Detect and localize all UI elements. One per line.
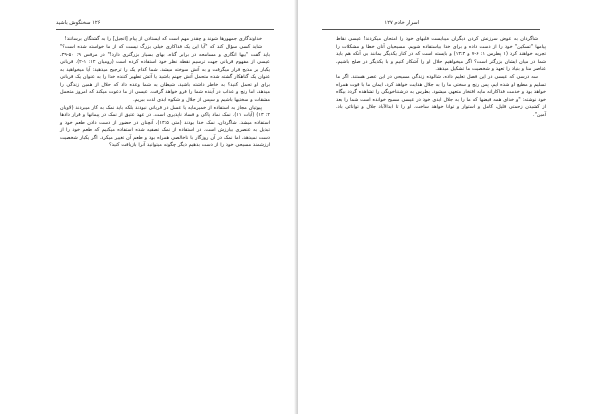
paragraph: شاگردان به عوض سرزنش کردن دیگران میبایست قلبهای خود را امتحان میکردند! عیسی نقاط پیامها "تسکین" خود را از دست داده و برای خدا بیاستفاده شویم. مسیحیان آنان خطا و مشکلات را تجربه خواهند کرد (۱ پطرس ۱: ۶-۷ و ۱۳:۴) و بایسته است که در کنار یکدیگر بمانند بی آنکه هم باید شما در میان ایشان بزرگتر است؟ اگر میخواهیم حلال او را آشکار کنیم و با یکدیگر در صلح باشیم، عناصر منا و بنیاد را تعهد و شخصیت ما تشکیل میدهد. <box>336 36 546 72</box>
page-body <box>60 36 270 150</box>
page-body <box>336 36 546 119</box>
paragraph: خداوندگاری جمهورها شوند و چقدر مهم است که ایستادن از پیام [انجیل] را به گشتگان برسانند! <box>64 36 262 42</box>
left-page <box>0 0 297 414</box>
page-header: اسرار خادم ۱۲۷ <box>384 20 419 26</box>
paragraph: پیوتیان مجاز به استفاده از خمیرمایه یا عسل در قربانی نبودند بلکه باید نمک به کار میبردند (لاویان ۲: ۱۳) (آیات ۱۱). نمک نماد پاکی و فساد ناپذیری است. در عهد عتیق از نمک در پیمانها و قرار دادها استفاده میشد. شاگردان، نمک خدا بودند (متی ۱۳:۵)، آنچنان در حضور از دست دادن طعم خود و تبدیل به عنصری بیارزش است. در استفاده از نمک تصفیه شده استفاده میکنیم که طعم خود را از دست نمیدهد، اما نمک در آن روزگار با ناخالصی همراه بود و طعم آن تغییر میکرد. اگر یکبار شخصیت ارزشمند مسیحی خود را از دست بدهیم دیگر چگونه میتوانید آنرا بازیافت کنید؟ <box>60 104 270 148</box>
paragraph: سه درسی که عیسی در این فصل تعلیم داده، شالوده زندگی مسیحی در این عصر هستند. اگر ما تسلیم و مطیع او شده ایم، پس رنج و سختی ما را به جلال هدایت خواهد کرد، ایمان ما با قوت همراه خواهد بود و خدمت فداکارانه مایه افتخار متعهی میشود. بطرس به درشنناخوبگی را تشاهده گردد بیگاه خود نوشته: "و خدای همه فیضها که ما را به جلال ابدی خود در عیسی مسیح خوانده است شما را بعد از کشیدن زحمتی قلیل، کامل و استوار و توانا خواهد ساخت. او را تا ابدالآباد جلال و توانائی باد. آمین". <box>336 74 546 118</box>
page-header: ۱۲۶ سخنگوش باشید <box>56 20 101 26</box>
right-page <box>298 0 595 414</box>
paragraph: شاید کسی سؤال کند که "آیا این یک فداکاری خیلی بزرگ نیست که از ما خواسته شده است؟" باید گفت "بیها انگاری و مسامحه در برابر گناه، بهای بسیار بزرگتری دارد!" در مرقس ۹: ۵۰-۴۹، عیسی از مفهوم قربانی جهت ترسیم نقطه نظر خود استفاده کرده است (رومیان ۱۲: ۱-۲). قربانی یکبار بر مذبح قرار میگرفت و به آتش سوخته میشد. شما کدام یک را ترجیح میدهید: آیا میخواهید به عنوان یک گناهکار گشته شده متحمل آتش جهنم باشید یا آتش تطهیر کننده خدا را به عنوان یک قربانی برای او تحمل کنید؟ به خاطر داشته باشید، شیطان به شما وعده داد که حلال از همین زندگی را میدهد، اما رنج و عذاب در آینده شما را فرو خواهد گرفت. عیسی از ما دعوت میکند که امروز متحمل مشقات و سختیها باشیم و سپس از جلال و شکوه ابدی لذت ببریم. <box>60 44 270 103</box>
header-divider <box>56 29 274 30</box>
header-divider <box>322 29 540 30</box>
